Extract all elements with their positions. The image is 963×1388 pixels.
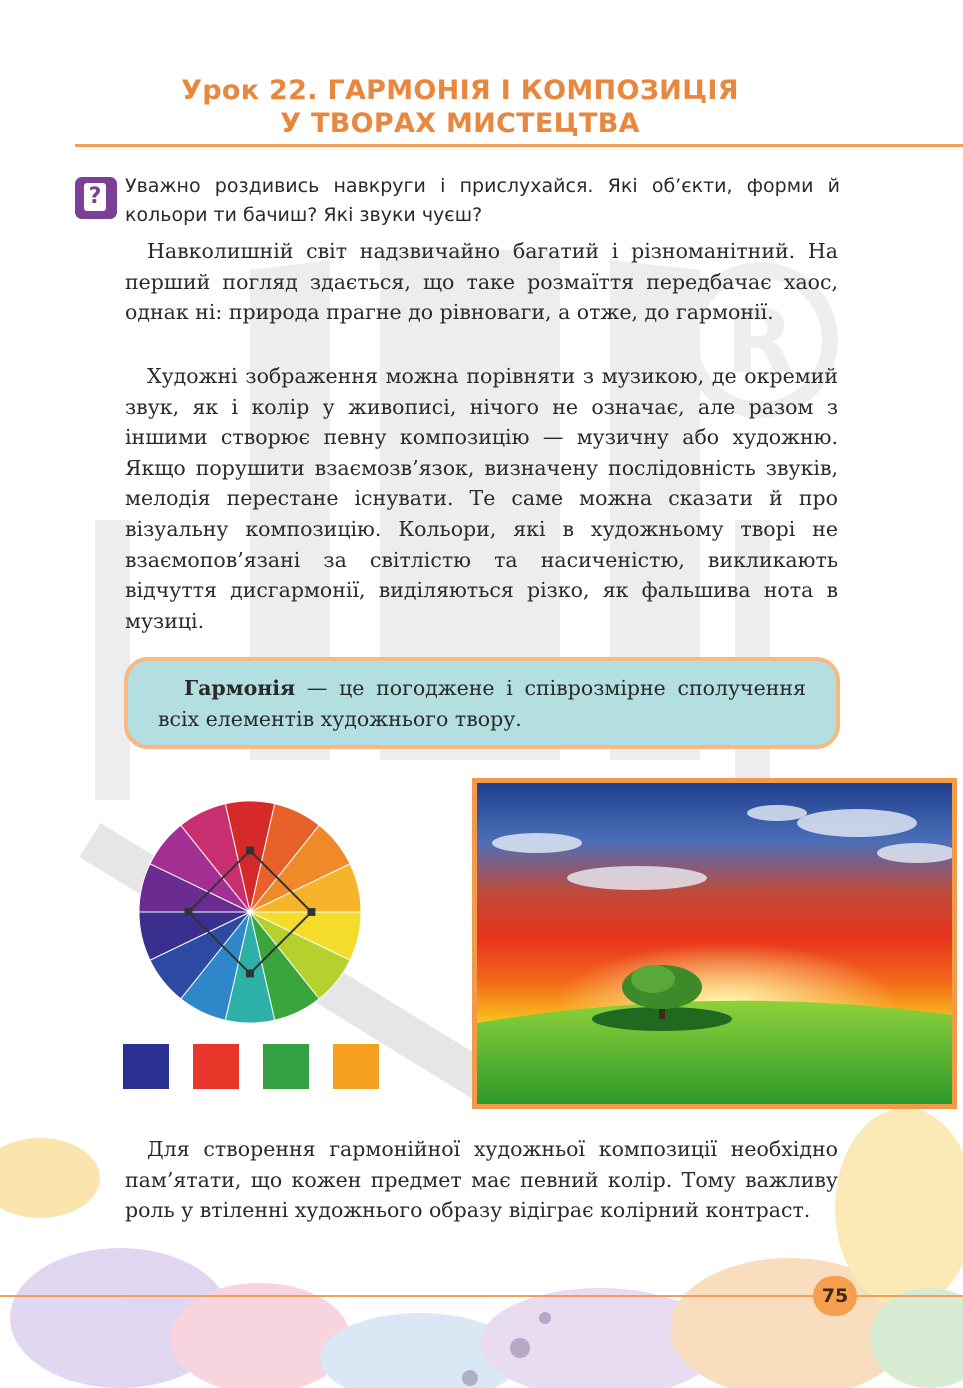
paragraph-3-text: Для створення гармонійної художньої композиції необхідно пам’ятати, що кожен предмет має певний колір. Тому важливу роль у втіленні художнього образу відіграє колірний контраст. (125, 1137, 838, 1223)
definition-term: Гармонія (184, 676, 296, 700)
swatch-orange (333, 1044, 379, 1089)
color-wheel (136, 798, 364, 1026)
swatch-green (263, 1044, 309, 1089)
harmony-point (246, 969, 254, 977)
definition-box (124, 657, 840, 749)
paragraph-2-text: Художні зображення можна порівняти з музикою, де окремий звук, як і колір у живописі, нічого не означає, але разом з іншими створює певну композицію — музичну або художню. Якщо порушити взаємозв’язок, визначену послідовність звуків, мелодія перестане існувати. Те саме можна сказати й про візуальну композицію. Кольори, які в художньому творі не взаємопов’язані за світлістю та насиченістю, викликають відчуття дисгармонії, виділяються різко, як фальшива нота в музиці. (125, 364, 838, 633)
paragraph-1 (125, 236, 838, 328)
swatch-red (193, 1044, 239, 1089)
question-glyph: ? (84, 183, 106, 211)
title-divider (75, 144, 963, 147)
paragraph-1-text: Навколишній світ надзвичайно багатий і різноманітний. На перший погляд здається, що таке розмаїття передбачає хаос, однак ні: природа прагне до рівноваги, а отже, до гармонії. (125, 239, 838, 325)
lesson-title-line2: У ТВОРАХ МИСТЕЦТВА (280, 108, 640, 139)
question-text: Уважно роздивись навкруги і прислухайся. Які об’єкти, форми й кольори ти бачиш? Які звуки чуєш? (125, 175, 840, 226)
lesson-title (120, 74, 800, 140)
paragraph-2 (125, 361, 838, 636)
lesson-title-line1: Урок 22. ГАРМОНІЯ І КОМПОЗИЦІЯ (181, 75, 739, 106)
svg-text:R: R (726, 290, 794, 393)
harmony-point (185, 908, 193, 916)
paint-splash-decoration (0, 1088, 963, 1388)
page-number: 75 (813, 1276, 857, 1316)
harmony-point (307, 908, 315, 916)
question-mark-icon (75, 177, 117, 219)
harmony-point (246, 847, 254, 855)
definition-text: — це погоджене і співрозмірне сполучення всіх елементів художнього твору. (158, 676, 806, 731)
landscape-painting (472, 778, 957, 1109)
swatch-blue (123, 1044, 169, 1089)
paragraph-3 (125, 1134, 838, 1226)
